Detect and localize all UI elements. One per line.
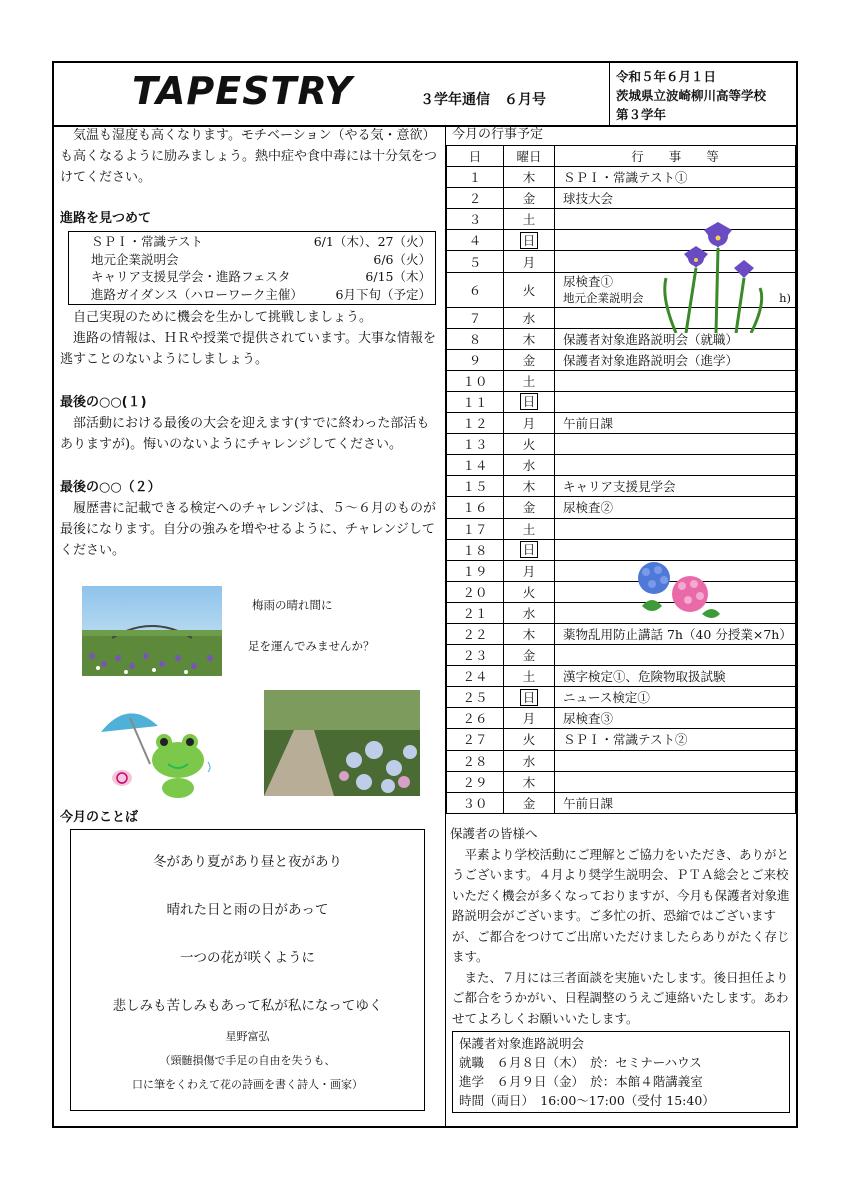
info-line-2: 進学 ６月９日（金） 於：本館４階講義室 bbox=[459, 1074, 703, 1089]
left-column bbox=[60, 125, 440, 561]
kotoba-note-1: （頸髄損傷で手足の自由を失うも、 bbox=[159, 1054, 336, 1067]
schedule-row bbox=[447, 729, 796, 750]
row-day: ２９ bbox=[447, 771, 504, 792]
parents-text-1: 平素より学校活動にご理解とご協力をいただき、ありがとうございます。４月より奨学生説明会、ＰＴＡ総会とご来校いただく機会が多くなっておりますが、今月も保護者対象進路説明会がございます。ご多忙の折、恐縮ではございますが、ご都合をつけてご出席いただけましたらありがたく存じます。 bbox=[452, 846, 790, 964]
row-event bbox=[555, 771, 796, 792]
row-day: １２ bbox=[447, 413, 504, 434]
row-weekday: 火 bbox=[504, 581, 555, 602]
row-event: キャリア支援見学会 bbox=[555, 476, 796, 497]
info-line-3: 時間（両日） 16:00～17:00（受付 15:40） bbox=[459, 1093, 715, 1108]
schedule-row bbox=[447, 188, 796, 209]
row-day: １３ bbox=[447, 434, 504, 455]
kotoba-line-3: 一つの花が咲くように bbox=[180, 950, 315, 966]
row-event: ＳＰＩ・常識テスト① bbox=[555, 167, 796, 188]
schedule-row bbox=[447, 476, 796, 497]
hydrangea-illustration bbox=[632, 556, 722, 626]
row-weekday: 木 bbox=[504, 623, 555, 644]
row-day: ７ bbox=[447, 307, 504, 328]
schedule-row bbox=[447, 792, 796, 813]
row-event: 午前日課 bbox=[555, 792, 796, 813]
row-weekday: 日 bbox=[504, 230, 555, 251]
row-event bbox=[555, 750, 796, 771]
parents-section bbox=[446, 824, 796, 1113]
row-day: ６ bbox=[447, 272, 504, 307]
row-day: ２１ bbox=[447, 602, 504, 623]
career-text-1: 自己実現のために機会を生かして挑戦しましょう。 bbox=[73, 310, 373, 325]
row-day: ８ bbox=[447, 328, 504, 349]
row-weekday: 水 bbox=[504, 307, 555, 328]
row-day: ２５ bbox=[447, 687, 504, 708]
row-weekday: 月 bbox=[504, 708, 555, 729]
school-info bbox=[609, 63, 796, 125]
row-day: ３０ bbox=[447, 792, 504, 813]
schedule-row bbox=[447, 434, 796, 455]
kotoba-box bbox=[70, 829, 425, 1111]
schedule-row bbox=[447, 666, 796, 687]
row-day: ５ bbox=[447, 251, 504, 272]
row-weekday: 土 bbox=[504, 370, 555, 391]
row-event: 尿検査① 地元企業説明会 h) bbox=[555, 272, 796, 307]
schedule-row bbox=[447, 771, 796, 792]
row-day: １４ bbox=[447, 455, 504, 476]
career-text-2: 進路の情報は、ＨＲや授業で提供されています。大事な情報を逃すことのないようにしましょう。 bbox=[60, 331, 436, 367]
row-weekday: 木 bbox=[504, 771, 555, 792]
schedule-row bbox=[447, 623, 796, 644]
row-weekday: 金 bbox=[504, 497, 555, 518]
row-day: ２ bbox=[447, 188, 504, 209]
row-weekday: 水 bbox=[504, 455, 555, 476]
schedule-title: 今月の行事予定 bbox=[452, 127, 544, 142]
kotoba-line-1: 冬があり夏があり昼と夜があり bbox=[153, 854, 342, 870]
row-weekday: 月 bbox=[504, 251, 555, 272]
info-title: 保護者対象進路説明会 bbox=[459, 1036, 585, 1051]
issue-date: 令和５年６月１日 bbox=[616, 69, 717, 84]
intro-text: 気温も湿度も高くなります。モチベーション（やる気・意欲）も高くなるように励みましょう。熱中症や食中毒には十分気をつけてください。 bbox=[60, 128, 438, 185]
row-day: １０ bbox=[447, 370, 504, 391]
hydrangea-path-photo bbox=[264, 690, 420, 796]
schedule-row bbox=[447, 349, 796, 370]
schedule-row bbox=[447, 687, 796, 708]
school-name: 茨城県立波崎柳川高等学校 bbox=[616, 88, 767, 103]
career-item: キャリア支援見学会・進路フェスタ 6/15（木） bbox=[91, 269, 431, 284]
row-event: 薬物乱用防止講話 7h（40 分授業×7h） bbox=[555, 623, 796, 644]
career-heading: 進路を見つめて bbox=[60, 211, 152, 226]
row-weekday: 土 bbox=[504, 209, 555, 230]
last1-text: 部活動における最後の大会を迎えます(すでに終わった部活もありますが)。悔いのないようにチャレンジしてください。 bbox=[60, 416, 430, 452]
caption-2: 足を運んでみませんか？ bbox=[248, 639, 375, 653]
row-weekday: 金 bbox=[504, 349, 555, 370]
parents-title: 保護者の皆様へ bbox=[450, 826, 538, 841]
header-weekday: 曜日 bbox=[504, 146, 555, 167]
row-weekday: 金 bbox=[504, 645, 555, 666]
row-day: ２２ bbox=[447, 623, 504, 644]
career-item: ＳＰＩ・常識テスト 6/1（木）、27（火） bbox=[91, 234, 431, 249]
row-day: １９ bbox=[447, 560, 504, 581]
row-day: ３ bbox=[447, 209, 504, 230]
row-event: 尿検査② bbox=[555, 497, 796, 518]
row-weekday: 日 bbox=[504, 687, 555, 708]
schedule-row bbox=[447, 497, 796, 518]
schedule-row bbox=[447, 750, 796, 771]
schedule-header-row bbox=[447, 146, 796, 167]
row-day: ４ bbox=[447, 230, 504, 251]
row-event: ニュース検定① bbox=[555, 687, 796, 708]
schedule-row bbox=[447, 455, 796, 476]
row-weekday: 日 bbox=[504, 539, 555, 560]
row-day: １８ bbox=[447, 539, 504, 560]
schedule-row bbox=[447, 370, 796, 391]
kotoba-heading: 今月のことば bbox=[60, 810, 139, 825]
row-event bbox=[555, 370, 796, 391]
row-weekday: 水 bbox=[504, 750, 555, 771]
row-day: １７ bbox=[447, 518, 504, 539]
row-event bbox=[555, 455, 796, 476]
row-event: 球技大会 bbox=[555, 188, 796, 209]
row-day: １１ bbox=[447, 391, 504, 412]
row-weekday: 土 bbox=[504, 518, 555, 539]
schedule-row bbox=[447, 581, 796, 602]
caption-1: 梅雨の晴れ間に bbox=[252, 598, 333, 612]
schedule-row bbox=[447, 645, 796, 666]
last1-heading: 最後の○○(１) bbox=[60, 395, 147, 410]
schedule-row bbox=[447, 708, 796, 729]
header-day: 日 bbox=[447, 146, 504, 167]
row-day: １５ bbox=[447, 476, 504, 497]
parents-info-box bbox=[452, 1031, 790, 1113]
career-item: 地元企業説明会 6/6（火） bbox=[91, 251, 431, 267]
schedule-row bbox=[447, 167, 796, 188]
row-day: ２８ bbox=[447, 750, 504, 771]
row-event: 保護者対象進路説明会（進学） bbox=[555, 349, 796, 370]
row-event bbox=[555, 391, 796, 412]
row-event: 保護者対象進路説明会（就職） bbox=[555, 328, 796, 349]
row-day: ２３ bbox=[447, 645, 504, 666]
row-weekday: 月 bbox=[504, 560, 555, 581]
info-line-1: 就職 ６月８日（木） 於：セミナーハウス bbox=[459, 1055, 702, 1070]
schedule-row bbox=[447, 413, 796, 434]
row-day: ２４ bbox=[447, 666, 504, 687]
row-weekday: 火 bbox=[504, 434, 555, 455]
last2-heading: 最後の○○（２） bbox=[60, 480, 161, 495]
logo: TAPESTRY bbox=[132, 69, 353, 113]
row-weekday: 水 bbox=[504, 602, 555, 623]
header-event: 行 事 等 bbox=[555, 146, 796, 167]
row-weekday: 土 bbox=[504, 666, 555, 687]
kotoba-line-4: 悲しみも苦しみもあって私が私になってゆく bbox=[112, 998, 383, 1014]
kotoba-note-2: 口に筆をくわえて花の詩画を書く詩人・画家） bbox=[132, 1078, 363, 1091]
iris-park-photo bbox=[82, 586, 222, 676]
row-day: １ bbox=[447, 167, 504, 188]
row-weekday: 火 bbox=[504, 272, 555, 307]
last2-text: 履歴書に記載できる検定へのチャレンジは、５～６月のものが最後になります。自分の強みを増やせるように、チャレンジしてください。 bbox=[60, 501, 436, 558]
row-weekday: 金 bbox=[504, 188, 555, 209]
schedule-row bbox=[447, 560, 796, 581]
schedule-row bbox=[447, 539, 796, 560]
issue-title: ３学年通信 ６月号 bbox=[420, 92, 546, 108]
row-event: 漢字検定①、危険物取扱試験 bbox=[555, 666, 796, 687]
career-item: 進路ガイダンス（ハローワーク主催） 6月下旬（予定） bbox=[91, 286, 431, 302]
row-event bbox=[555, 434, 796, 455]
row-event: ＳＰＩ・常識テスト② bbox=[555, 729, 796, 750]
row-weekday: 火 bbox=[504, 729, 555, 750]
row-event: 午前日課 bbox=[555, 413, 796, 434]
row-weekday: 日 bbox=[504, 391, 555, 412]
row-event bbox=[555, 518, 796, 539]
row-weekday: 木 bbox=[504, 476, 555, 497]
iris-illustration bbox=[656, 208, 766, 333]
frog-umbrella-illustration bbox=[96, 702, 226, 802]
row-weekday: 金 bbox=[504, 792, 555, 813]
kotoba-author: 星野富弘 bbox=[225, 1030, 270, 1043]
schedule-row bbox=[447, 518, 796, 539]
row-weekday: 月 bbox=[504, 413, 555, 434]
schedule-row bbox=[447, 391, 796, 412]
row-event bbox=[555, 645, 796, 666]
career-box bbox=[68, 231, 436, 305]
header bbox=[54, 63, 796, 127]
row-day: １６ bbox=[447, 497, 504, 518]
row-day: ２７ bbox=[447, 729, 504, 750]
row-weekday: 木 bbox=[504, 328, 555, 349]
grade-label: 第３学年 bbox=[616, 107, 667, 122]
row-event: 尿検査③ bbox=[555, 708, 796, 729]
kotoba-line-2: 晴れた日と雨の日があって bbox=[166, 902, 329, 918]
row-weekday: 木 bbox=[504, 167, 555, 188]
row-day: ２６ bbox=[447, 708, 504, 729]
schedule-row bbox=[447, 602, 796, 623]
row-day: ９ bbox=[447, 349, 504, 370]
parents-text-2: また、７月には三者面談を実施いたします。後日担任よりご都合をうかがい、日程調整のうえご連絡いたします。あわせてよろしくお願いいたします。 bbox=[452, 969, 789, 1026]
row-day: ２０ bbox=[447, 581, 504, 602]
